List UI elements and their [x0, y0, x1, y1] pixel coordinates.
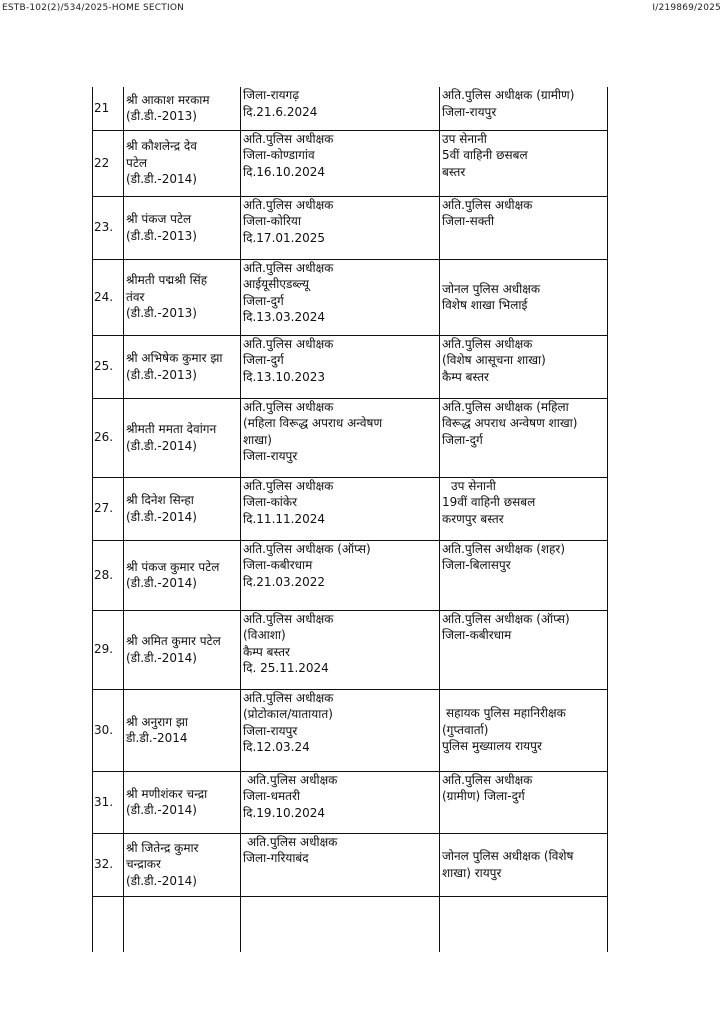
new-posting-cell: [440, 87, 608, 130]
empty-cell: [93, 896, 124, 952]
current-posting-line: दि.17.01.2025: [243, 230, 326, 245]
new-posting-line: जिला-सक्ती: [442, 214, 495, 228]
table-row: [93, 196, 608, 259]
new-posting-cell: [440, 610, 608, 689]
current-posting-line: दि.21.6.2024: [243, 104, 318, 119]
officer-name-line: (डी.डी.-2013): [126, 367, 197, 382]
current-posting-line: दि.16.10.2024: [243, 164, 326, 179]
new-posting-line: अति.पुलिस अधीक्षक (ग्रामीण): [442, 88, 575, 102]
table-row: [93, 833, 608, 896]
current-posting-line: अति.पुलिस अधीक्षक: [247, 772, 338, 787]
officer-name-line: (डी.डी.-2014): [126, 650, 197, 665]
officer-name-cell: [124, 130, 241, 196]
table-row: [93, 540, 608, 610]
new-posting-cell: [440, 196, 608, 259]
serial-number: 26.: [93, 398, 124, 477]
new-posting-line: अति.पुलिस अधीक्षक (ऑप्स): [442, 611, 570, 626]
officer-name-line: श्री कौशलेन्द्र देव: [126, 139, 197, 154]
current-posting-line: जिला-कबीरधाम: [243, 558, 313, 572]
officer-name-line: श्री आकाश मरकाम: [126, 92, 210, 107]
new-posting-cell: [440, 833, 608, 896]
new-posting-line: करणपुर बस्तर: [442, 511, 504, 526]
officer-name-line: तंवर: [126, 289, 145, 304]
transfer-table: [92, 87, 608, 952]
new-posting-cell: [440, 335, 608, 398]
table-row: [93, 130, 608, 196]
current-posting-cell: [241, 196, 440, 259]
new-posting-line: विरूद्ध अपराध अन्वेषण शाखा): [442, 416, 578, 430]
current-posting-line: जिला-कांकेर: [243, 495, 298, 509]
new-posting-cell: [440, 398, 608, 477]
table-row: [93, 689, 608, 771]
current-posting-line: जिला-गरियाबंद: [243, 851, 309, 865]
serial-number: 32.: [93, 833, 124, 896]
current-posting-line: दि.19.10.2024: [243, 805, 326, 820]
table-row: [93, 335, 608, 398]
current-posting-line: जिला-रायपुर: [243, 449, 298, 463]
officer-name-cell: [124, 196, 241, 259]
new-posting-line: उप सेनानी: [451, 478, 496, 493]
serial-number: 27.: [93, 477, 124, 540]
current-posting-line: दि. 25.11.2024: [243, 661, 329, 675]
new-posting-cell: [440, 771, 608, 833]
new-posting-line: जोनल पुलिस अधीक्षक: [442, 281, 541, 296]
current-posting-cell: [241, 130, 440, 196]
current-posting-cell: [241, 398, 440, 477]
table-row: [93, 259, 608, 335]
officer-name-cell: [124, 540, 241, 610]
officer-name-cell: [124, 689, 241, 771]
officer-name-line: (डी.डी.-2014): [126, 438, 197, 453]
new-posting-line: अति.पुलिस अधीक्षक (महिला: [442, 399, 569, 414]
officer-name-cell: [124, 87, 241, 130]
current-posting-line: अति.पुलिस अधीक्षक: [243, 399, 334, 414]
current-posting-line: अति.पुलिस अधीक्षक: [243, 336, 334, 351]
new-posting-line: जिला-दुर्ग: [442, 432, 483, 447]
current-posting-line: दि.12.03.24: [243, 740, 310, 754]
current-posting-line: जिला-दुर्ग: [243, 293, 284, 308]
current-posting-line: जिला-दुर्ग: [243, 353, 284, 367]
current-posting-line: दि.21.03.2022: [243, 574, 326, 589]
current-posting-cell: [241, 689, 440, 771]
officer-name-line: (डी.डी.-2014): [126, 803, 197, 817]
officer-name-line: (डी.डी.-2014): [126, 873, 197, 888]
empty-cell: [124, 896, 241, 952]
current-posting-line: अति.पुलिस अधीक्षक: [247, 834, 338, 849]
officer-name-line: (डी.डी.-2014): [126, 576, 197, 590]
empty-cell: [241, 896, 440, 952]
officer-name-line: डी.डी.-2014: [126, 731, 188, 745]
serial-number: 22: [93, 130, 124, 196]
table-row: [93, 610, 608, 689]
officer-name-line: श्री मणीशंकर चन्द्रा: [126, 786, 208, 801]
officer-name-line: श्री अभिषेक कुमार झा: [126, 351, 223, 365]
new-posting-line: अति.पुलिस अधीक्षक: [442, 197, 533, 212]
current-posting-line: दि.11.11.2024: [243, 511, 326, 526]
current-posting-cell: [241, 610, 440, 689]
current-posting-cell: [241, 335, 440, 398]
current-posting-line: जिला-रायगढ़: [243, 88, 300, 102]
new-posting-cell: [440, 130, 608, 196]
new-posting-line: (गुप्तवार्ता): [442, 722, 489, 737]
new-posting-line: जोनल पुलिस अधीक्षक (विशेष: [442, 849, 574, 863]
officer-name-line: श्री पंकज कुमार पटेल: [126, 559, 220, 574]
current-posting-cell: [241, 87, 440, 130]
officer-name-line: (डी.डी.-2014): [126, 172, 197, 187]
officer-name-line: श्री अनुराग झा: [126, 714, 189, 729]
officer-name-line: (डी.डी.-2014): [126, 509, 197, 524]
officer-name-line: (डी.डी.-2013): [126, 109, 197, 124]
current-posting-cell: [241, 540, 440, 610]
officer-name-line: श्री जितेन्द्र कुमार: [126, 840, 199, 855]
new-posting-line: 19वीं वाहिनी छसबल: [442, 495, 536, 509]
current-posting-cell: [241, 833, 440, 896]
new-posting-line: 5वीं वाहिनी छसबल: [442, 148, 528, 162]
new-posting-line: अति.पुलिस अधीक्षक: [442, 772, 533, 787]
new-posting-line: बस्तर: [442, 164, 466, 179]
new-posting-line: (ग्रामीण) जिला-दुर्ग: [442, 789, 525, 803]
officer-name-line: श्री अमित कुमार पटेल: [126, 634, 221, 648]
current-posting-line: दि.13.03.2024: [243, 310, 326, 324]
new-posting-cell: [440, 689, 608, 771]
current-posting-line: दि.13.10.2023: [243, 369, 326, 384]
new-posting-line: उप सेनानी: [442, 131, 487, 146]
officer-name-cell: [124, 398, 241, 477]
new-posting-line: जिला-बिलासपुर: [442, 558, 511, 572]
current-posting-line: आईयूसीएडब्ल्यू: [243, 277, 310, 291]
current-posting-cell: [241, 259, 440, 335]
table-row: [93, 771, 608, 833]
new-posting-cell: [440, 477, 608, 540]
transfer-table-body: [93, 87, 608, 952]
current-posting-line: अति.पुलिस अधीक्षक: [243, 478, 334, 493]
current-posting-line: अति.पुलिस अधीक्षक: [243, 197, 334, 212]
current-posting-line: अति.पुलिस अधीक्षक: [243, 611, 334, 626]
serial-number: 31.: [93, 771, 124, 833]
officer-name-cell: [124, 610, 241, 689]
current-posting-line: जिला-कोण्डागांव: [243, 148, 315, 162]
officer-name-line: (डी.डी.-2013): [126, 228, 197, 243]
current-posting-line: जिला-कोरिया: [243, 214, 301, 228]
current-posting-line: अति.पुलिस अधीक्षक: [243, 131, 334, 146]
serial-number: 24.: [93, 259, 124, 335]
officer-name-line: श्रीमती ममता देवांगन: [126, 422, 217, 436]
officer-name-line: पटेल: [126, 155, 148, 170]
officer-name-cell: [124, 477, 241, 540]
current-posting-line: (विआशा): [243, 628, 286, 642]
serial-number: 21: [93, 87, 124, 130]
officer-name-cell: [124, 259, 241, 335]
current-posting-line: (प्रोटोकाल/यातायात): [243, 707, 333, 721]
serial-number: 23.: [93, 196, 124, 259]
table-row: [93, 477, 608, 540]
officer-name-line: (डी.डी.-2013): [126, 306, 197, 321]
officer-name-line: श्री पंकज पटेल: [126, 212, 192, 226]
officer-name-line: श्री दिनेश सिन्हा: [126, 493, 194, 507]
document-number: I/219869/2025: [652, 3, 721, 13]
current-posting-line: जिला-धमतरी: [243, 789, 300, 803]
new-posting-line: (विशेष आसूचना शाखा): [442, 353, 546, 367]
new-posting-cell: [440, 540, 608, 610]
new-posting-line: कैम्प बस्तर: [442, 369, 489, 384]
officer-name-cell: [124, 335, 241, 398]
new-posting-cell: [440, 259, 608, 335]
current-posting-line: अति.पुलिस अधीक्षक: [243, 690, 334, 705]
officer-name-line: श्रीमती पद्मश्री सिंह: [126, 273, 208, 288]
current-posting-line: अति.पुलिस अधीक्षक (ऑप्स): [243, 541, 371, 556]
document-reference: ESTB-102(2)/534/2025-HOME SECTION: [2, 3, 185, 13]
current-posting-line: कैम्प बस्तर: [243, 644, 290, 659]
new-posting-line: जिला-रायपुर: [442, 104, 497, 119]
serial-number: 25.: [93, 335, 124, 398]
new-posting-line: अति.पुलिस अधीक्षक (शहर): [442, 541, 566, 556]
current-posting-line: अति.पुलिस अधीक्षक: [243, 260, 334, 275]
table-row: [93, 87, 608, 130]
new-posting-line: शाखा) रायपुर: [442, 865, 502, 880]
new-posting-line: अति.पुलिस अधीक्षक: [442, 336, 533, 351]
new-posting-line: सहायक पुलिस महानिरीक्षक: [446, 706, 566, 721]
new-posting-line: विशेष शाखा भिलाई: [442, 298, 528, 312]
current-posting-line: (महिला विरूद्ध अपराध अन्वेषण: [243, 416, 383, 430]
serial-number: 30.: [93, 689, 124, 771]
officer-name-line: चन्द्राकर: [126, 857, 161, 872]
serial-number: 28.: [93, 540, 124, 610]
new-posting-line: पुलिस मुख्यालय रायपुर: [442, 739, 542, 754]
empty-cell: [440, 896, 608, 952]
new-posting-line: जिला-कबीरधाम: [442, 628, 512, 642]
officer-name-cell: [124, 771, 241, 833]
table-row: [93, 398, 608, 477]
current-posting-cell: [241, 771, 440, 833]
empty-row: [93, 896, 608, 952]
current-posting-cell: [241, 477, 440, 540]
serial-number: 29.: [93, 610, 124, 689]
current-posting-line: जिला-रायपुर: [243, 723, 298, 738]
officer-name-cell: [124, 833, 241, 896]
current-posting-line: शाखा): [243, 432, 272, 447]
